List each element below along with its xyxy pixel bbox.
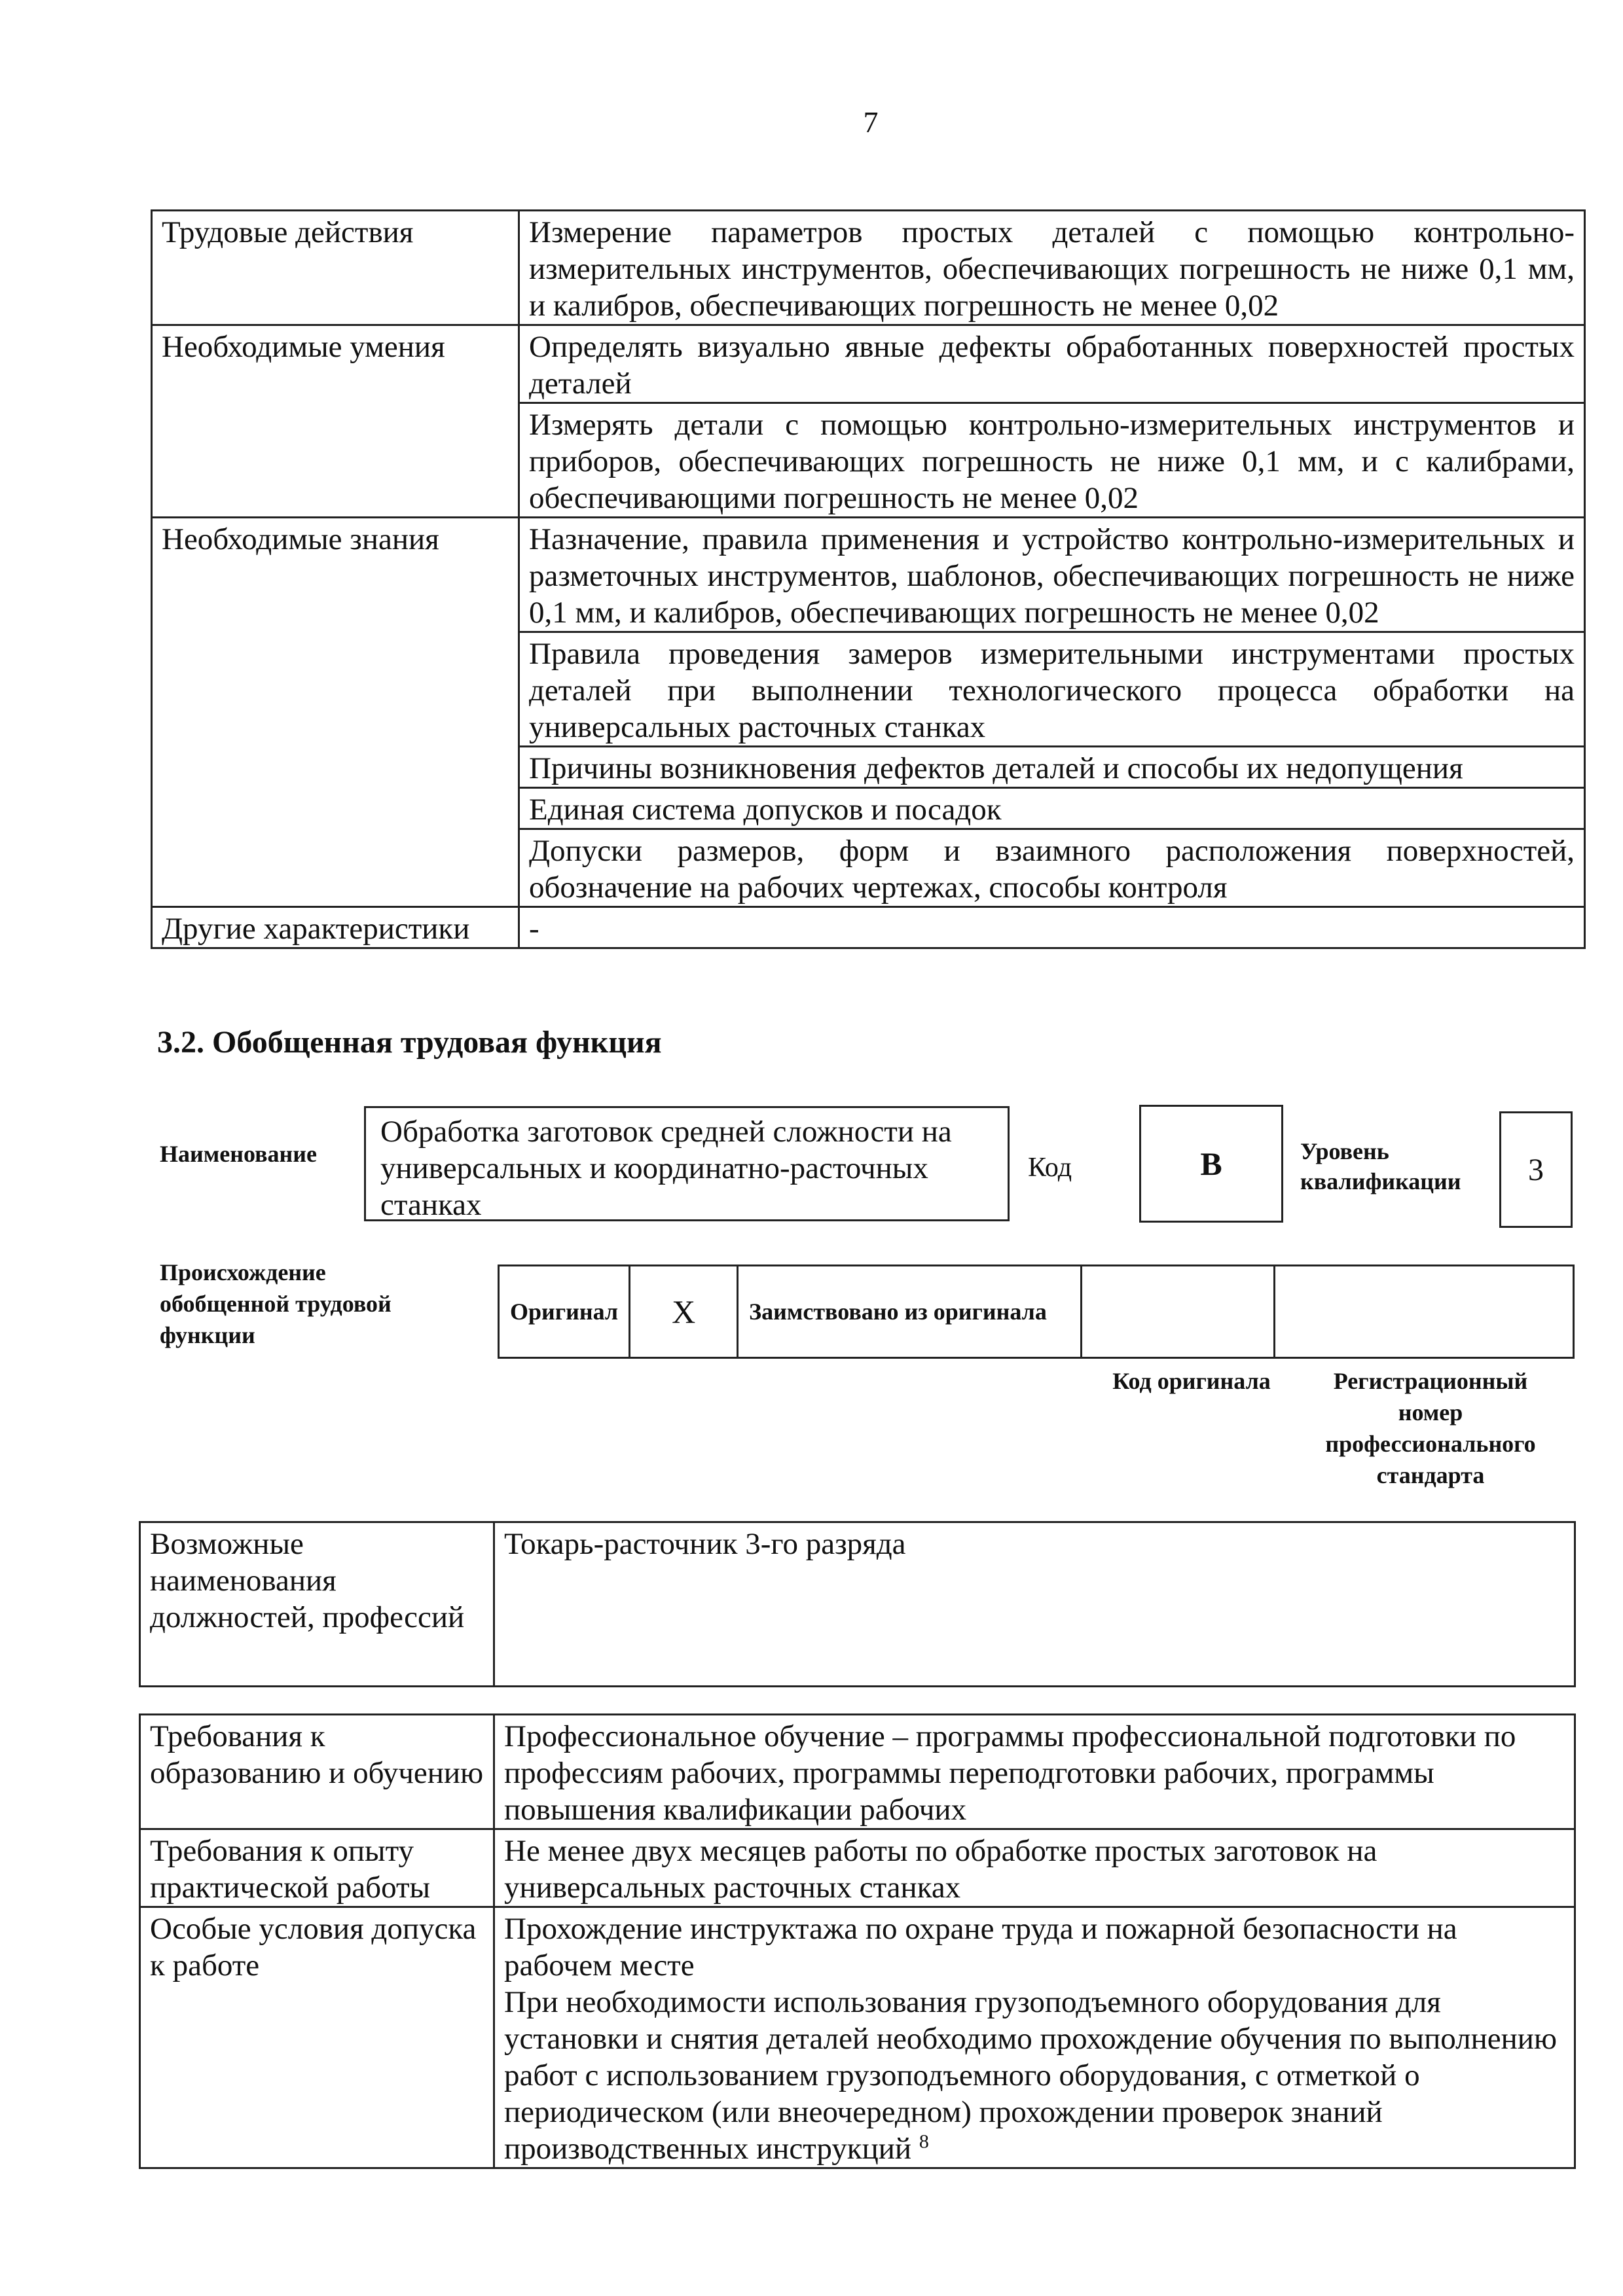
positions-value: Токарь-расточник 3-го разряда bbox=[494, 1522, 1575, 1687]
row-value: Определять визуально явные дефекты обработанных поверхностей простых деталей bbox=[519, 325, 1585, 403]
table-row bbox=[152, 907, 1585, 948]
row-label: Особые условия допуска к работе bbox=[140, 1907, 494, 2168]
code-label: Код bbox=[1028, 1153, 1072, 1183]
row-value: Измерение параметров простых деталей с помощью контрольно-измерительных инструментов, обеспечивающих погрешность не ниже 0,1 мм, и калибров, обеспечивающих погрешность не менее 0,02 bbox=[519, 211, 1585, 325]
row-value: Назначение, правила применения и устройство контрольно-измерительных и разметочных инструментов, шаблонов, обеспечивающих погрешность не ниже 0,1 мм, и калибров, обеспечивающих погрешность не менее 0,02 bbox=[519, 518, 1585, 632]
requirement-text: Прохождение инструктажа по охране труда и пожарной безопасности на рабочем месте bbox=[504, 1912, 1457, 1982]
row-value: Причины возникновения дефектов деталей и способы их недопущения bbox=[519, 747, 1585, 788]
origin-borrowed: Заимствовано из оригинала bbox=[738, 1266, 1082, 1358]
code-original-cell bbox=[1082, 1266, 1275, 1358]
positions-label: Возможные наименования должностей, профессий bbox=[140, 1522, 494, 1687]
section-title: 3.2. Обобщенная трудовая функция bbox=[157, 1025, 662, 1060]
origin-mark: X bbox=[630, 1266, 738, 1358]
table-row bbox=[140, 1522, 1575, 1687]
level-value: 3 bbox=[1499, 1111, 1573, 1228]
table-row bbox=[140, 1907, 1575, 2168]
row-label: Требования к образованию и обучению bbox=[140, 1715, 494, 1829]
competence-table bbox=[151, 209, 1586, 949]
reg-number-caption: Регистрационный номер профессионального стандарта bbox=[1325, 1368, 1536, 1488]
row-value: Профессиональное обучение – программы профессиональной подготовки по профессиям рабочих, программы переподготовки рабочих, программы повышения квалификации рабочих bbox=[494, 1715, 1575, 1829]
row-label: Необходимые знания bbox=[152, 518, 519, 907]
table-row bbox=[152, 325, 1585, 403]
row-label: Другие характеристики bbox=[152, 907, 519, 948]
origin-original: Оригинал bbox=[499, 1266, 630, 1358]
row-value: Единая система допусков и посадок bbox=[519, 788, 1585, 829]
name-label: Наименование bbox=[160, 1141, 317, 1167]
table-row bbox=[499, 1266, 1574, 1358]
requirements-table bbox=[139, 1713, 1576, 2169]
table-row bbox=[140, 1715, 1575, 1829]
row-label: Требования к опыту практической работы bbox=[140, 1829, 494, 1907]
row-value: Правила проведения замеров измерительными инструментами простых деталей при выполнении технологического процесса обработки на универсальных расточных станках bbox=[519, 632, 1585, 747]
code-value: B bbox=[1139, 1105, 1283, 1223]
row-value: Не менее двух месяцев работы по обработке простых заготовок на универсальных расточных станках bbox=[494, 1829, 1575, 1907]
table-row bbox=[152, 211, 1585, 325]
row-value: - bbox=[519, 907, 1585, 948]
reg-number-cell bbox=[1275, 1266, 1574, 1358]
requirement-text: При необходимости использования грузоподъемного оборудования для установки и снятия деталей необходимо прохождение обучения по выполнению работ с использованием грузоподъемного оборудования, с отметкой о периодическом (или внеочередном) прохождении проверок знаний производственных инструкций bbox=[504, 1985, 1558, 2166]
origin-label: Происхождение обобщенной трудовой функции bbox=[160, 1259, 392, 1348]
positions-table bbox=[139, 1521, 1576, 1687]
table-row bbox=[152, 518, 1585, 632]
row-value: Измерять детали с помощью контрольно-измерительных инструментов и приборов, обеспечивающих погрешность не ниже 0,1 мм, и с калибрами, обеспечивающими погрешность не менее 0,02 bbox=[519, 403, 1585, 518]
page-number: 7 bbox=[863, 105, 879, 139]
footnote-mark: 8 bbox=[919, 2130, 929, 2153]
row-label: Трудовые действия bbox=[152, 211, 519, 325]
code-original-caption: Код оригинала bbox=[1112, 1368, 1271, 1394]
row-value bbox=[494, 1907, 1575, 2168]
row-label: Необходимые умения bbox=[152, 325, 519, 518]
table-row bbox=[140, 1829, 1575, 1907]
level-label: Уровень квалификации bbox=[1300, 1138, 1461, 1194]
row-value: Допуски размеров, форм и взаимного расположения поверхностей, обозначение на рабочих чертежах, способы контроля bbox=[519, 829, 1585, 907]
name-value: Обработка заготовок средней сложности на универсальных и координатно-расточных станках bbox=[364, 1106, 1010, 1221]
origin-table bbox=[498, 1265, 1575, 1359]
